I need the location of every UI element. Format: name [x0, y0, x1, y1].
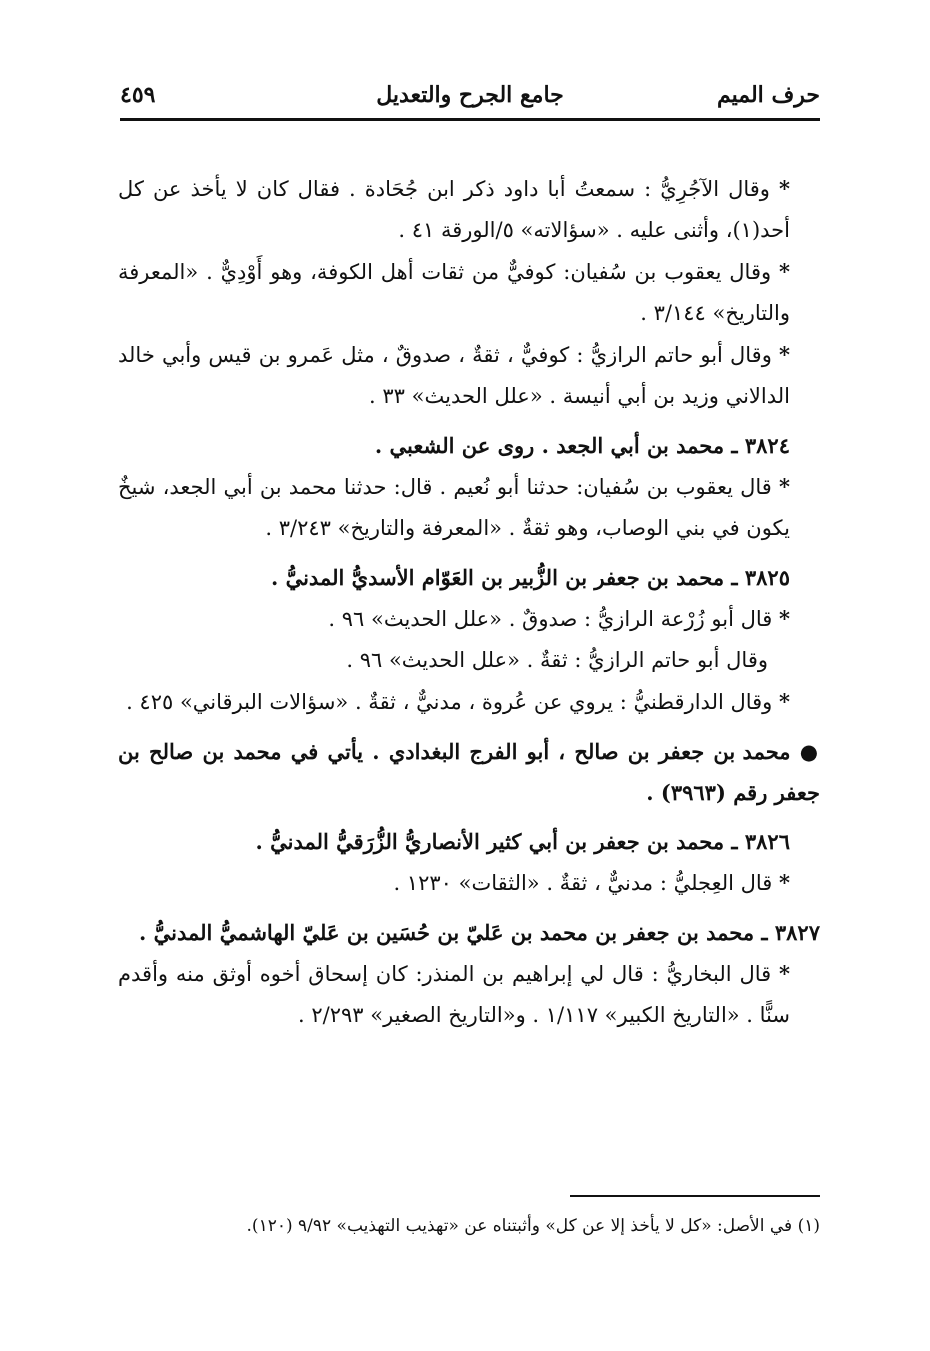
bullet-icon: ● — [799, 739, 821, 764]
entry-heading: ٣٨٢٧ ـ محمد بن جعفر بن محمد بن عَليّ بن حُسَين بن عَليّ الهاشميُّ المدنيُّ . — [139, 920, 820, 945]
note-text: وقال أبو حاتم الرازيُّ : ثقةٌ . «علل الحديث» ٩٦ . — [346, 648, 768, 672]
asterisk-icon: * — [779, 176, 790, 201]
note-text: قال يعقوب بن سُفيان: حدثنا أبو نُعيم . قال: حدثنا محمد بن أبي الجعد، شيخٌ يكون في بني الوصاب، وهو ثقةٌ . «المعرفة والتاريخ» ٣/٢٤٣ . — [118, 475, 790, 540]
paragraph-text: وقال الآجُرِيُّ : سمعتُ أبا داود ذكر ابن جُحَادة . فقال كان لا يأخذ عن كل أحد(١)، وأثنى عليه . «سؤالاته» ٥/الورقة ٤١ . — [118, 177, 790, 242]
paragraph — [118, 334, 820, 417]
header-rule — [120, 118, 820, 121]
paragraph-text: وقال أبو حاتم الرازيُّ : كوفيٌّ ، ثقةٌ ، صدوقٌ ، مثل عَمرو بن قيس وأبي خالد الدالاني وزيد بن أبي أنيسة . «علل الحديث» ٣٣ . — [118, 343, 790, 408]
asterisk-icon: * — [779, 342, 791, 367]
cross-reference-text: محمد بن جعفر بن صالح ، أبو الفرج البغدادي . يأتي في محمد بن صالح بن جعفر رقم (٣٩٦٣) . — [118, 739, 820, 805]
entry-note — [118, 640, 820, 681]
footnote-rule — [570, 1195, 820, 1197]
entry-note — [118, 598, 820, 640]
asterisk-icon: * — [779, 474, 790, 499]
asterisk-icon: * — [779, 259, 790, 284]
entry-heading: ٣٨٢٤ ـ محمد بن أبي الجعد . روى عن الشعبي . — [374, 433, 790, 458]
asterisk-icon: * — [779, 870, 790, 895]
footnote: (١) في الأصل: «كل لا يأخذ إلا عن كل» وأثبتناه عن «تهذيب التهذيب» ٩/٩٢ (١٢٠). — [246, 1216, 820, 1236]
paragraph-text: وقال يعقوب بن سُفيان: كوفيٌّ من ثقات أهل الكوفة، وهو أَوْدِيٌّ . «المعرفة والتاريخ» ٣/١٤٤ . — [118, 260, 790, 325]
page-number: ٤٥٩ — [120, 82, 156, 108]
asterisk-icon: * — [779, 689, 790, 714]
paragraph — [118, 168, 820, 251]
note-text: وقال الدارقطنيُّ : يروي عن عُروة ، مدنيٌّ ، ثقةٌ . «سؤالات البرقاني» ٤٢٥ . — [126, 690, 773, 714]
book-title: جامع الجرح والتعديل — [376, 82, 564, 108]
note-text: قال العِجليُّ : مدنيٌّ ، ثقةٌ . «الثقات» ١٢٣٠ . — [393, 871, 773, 895]
entry-note — [118, 681, 820, 723]
entry-note — [118, 953, 820, 1036]
entry-heading: ٣٨٢٥ ـ محمد بن جعفر بن الزُّبير بن العَوّام الأسديُّ المدنيُّ . — [270, 565, 790, 590]
running-header — [120, 78, 820, 116]
chapter-title: حرف الميم — [716, 82, 820, 108]
entry-heading: ٣٨٢٦ ـ محمد بن جعفر بن أبي كثير الأنصاريُّ الزُّرَقيُّ المدنيُّ . — [255, 829, 790, 854]
cross-reference — [118, 731, 820, 813]
entry-note — [118, 862, 820, 904]
asterisk-icon: * — [779, 606, 790, 631]
paragraph — [118, 251, 820, 334]
main-text — [118, 168, 820, 1036]
note-text: قال أبو زُرْعة الرازيُّ : صدوقٌ . «علل الحديث» ٩٦ . — [328, 607, 773, 631]
asterisk-icon: * — [779, 961, 790, 986]
note-text: قال البخاريُّ : قال لي إبراهيم بن المنذر: كان إسحاق أخوه أوثق منه وأقدم سنًّا . «التاريخ الكبير» ١/١١٧ . و«التاريخ الصغير» ٢/٢٩٣ . — [118, 962, 790, 1027]
entry-note — [118, 466, 820, 549]
